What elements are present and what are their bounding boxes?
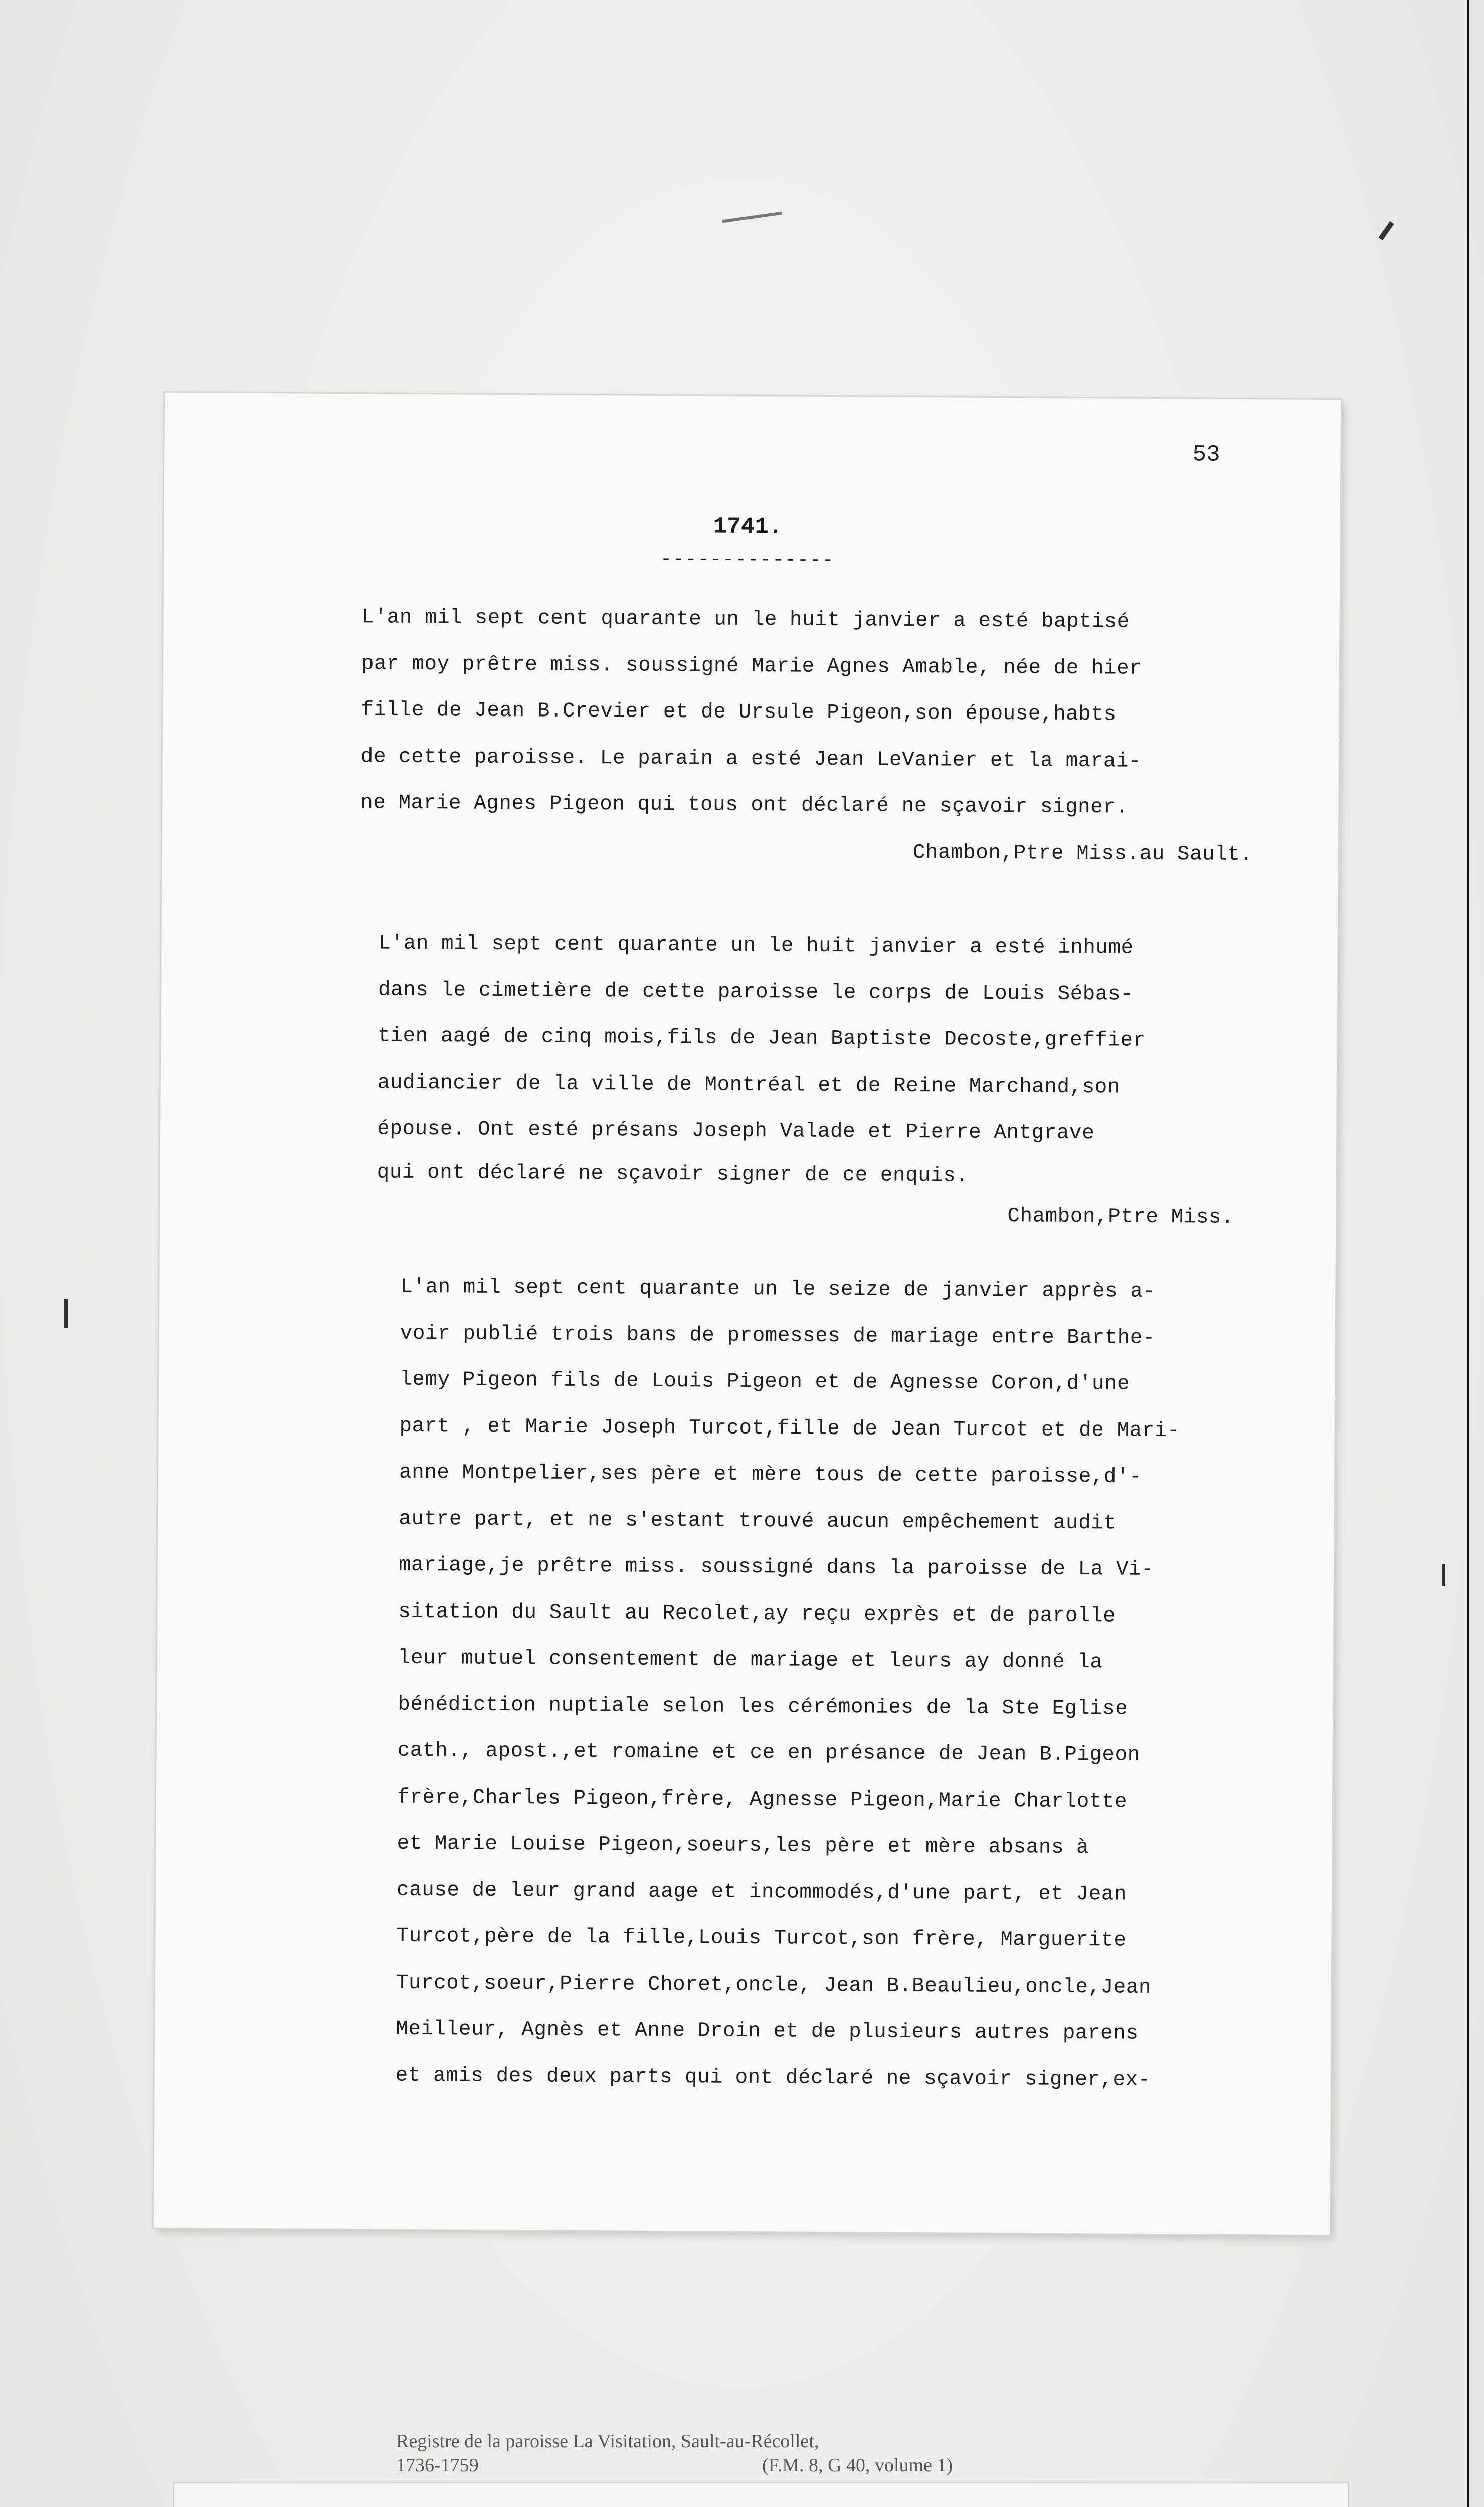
entry-line: frère,Charles Pigeon,frère, Agnesse Pigeon,Marie Charlotte: [397, 1785, 1128, 1814]
entry-line: et amis des deux parts qui ont déclaré ne sçavoir signer,ex-: [395, 2064, 1151, 2092]
entry-line: Turcot,soeur,Pierre Choret,oncle, Jean B.Beaulieu,oncle,Jean: [396, 1971, 1152, 1999]
entry-line: sitation du Sault au Recolet,ay reçu exprès et de parolle: [398, 1600, 1116, 1628]
entry-line: cause de leur grand aage et incommodés,d'une part, et Jean: [396, 1878, 1127, 1906]
scan-speck: [64, 1299, 68, 1328]
entry-line: et Marie Louise Pigeon,soeurs,les père et mère absans à: [397, 1832, 1089, 1860]
entry-line: Meilleur, Agnès et Anne Droin et de plusieurs autres parens: [396, 2017, 1139, 2045]
entry-line: leur mutuel consentement de mariage et leurs ay donné la: [398, 1646, 1103, 1674]
entry-line: fille de Jean B.Crevier et de Ursule Pigeon,son épouse,habts: [361, 698, 1117, 727]
entry-line: L'an mil sept cent quarante un le huit janvier a esté baptisé: [361, 606, 1130, 634]
entry-line: qui ont déclaré ne sçavoir signer de ce enquis.: [377, 1160, 969, 1188]
scan-speck: [1378, 221, 1394, 241]
year-underline: --------------: [660, 548, 835, 572]
entry-line: L'an mil sept cent quarante un le seize de janvier apprès a-: [400, 1275, 1156, 1303]
scan-speck: [722, 212, 782, 223]
year-heading: 1741.: [713, 513, 783, 541]
entry-line: tien aagé de cinq mois,fils de Jean Baptiste Decoste,greffier: [378, 1024, 1146, 1052]
entry-line: L'an mil sept cent quarante un le huit janvier a esté inhumé: [378, 932, 1134, 960]
register-page: [154, 393, 1341, 2235]
entry-baptism: [360, 594, 1259, 878]
entry-line: mariage,je prêtre miss. soussigné dans la paroisse de La Vi-: [398, 1553, 1154, 1581]
entry-line: de cette paroisse. Le parain a esté Jean LeVanier et la marai-: [360, 745, 1142, 773]
entry-line: part , et Marie Joseph Turcot,fille de Jean Turcot et de Mari-: [399, 1414, 1180, 1443]
entry-line: audiancier de la ville de Montréal et de Reine Marchand,son: [377, 1070, 1121, 1099]
priest-signature: Chambon,Ptre Miss.: [1007, 1204, 1234, 1229]
reference-caption: [396, 2429, 1058, 2477]
caption-line: Registre de la paroisse La Visitation, Sault-au-Récollet,: [396, 2431, 819, 2452]
entry-line: voir publié trois bans de promesses de mariage entre Barthe-: [400, 1322, 1156, 1350]
entry-line: dans le cimetière de cette paroisse le corps de Louis Sébas-: [378, 978, 1134, 1006]
archive-label-card: [173, 2482, 1349, 2507]
entry-line: anne Montpelier,ses père et mère tous de cette paroisse,d'-: [399, 1461, 1142, 1489]
entry-line: ne Marie Agnes Pigeon qui tous ont déclaré ne sçavoir signer.: [360, 791, 1129, 819]
entry-burial: [377, 920, 1281, 1237]
scan-speck: [1442, 1564, 1445, 1586]
entry-line: bénédiction nuptiale selon les cérémonies de la Ste Eglise: [398, 1693, 1128, 1721]
entry-line: lemy Pigeon fils de Louis Pigeon et de Agnesse Coron,d'une: [400, 1368, 1130, 1396]
entry-line: autre part, et ne s'estant trouvé aucun empêchement audit: [399, 1507, 1117, 1535]
entry-line: épouse. Ont esté présans Joseph Valade et Pierre Antgrave: [377, 1117, 1095, 1145]
priest-signature: Chambon,Ptre Miss.au Sault.: [912, 841, 1253, 866]
entry-line: cath., apost.,et romaine et ce en présance de Jean B.Pigeon: [397, 1739, 1140, 1767]
page-number: 53: [1192, 441, 1220, 468]
entry-line: par moy prêtre miss. soussigné Marie Agnes Amable, née de hier: [361, 652, 1142, 680]
caption-fonds-reference: (F.M. 8, G 40, volume 1): [762, 2455, 953, 2476]
caption-date-range: 1736-1759: [396, 2455, 479, 2476]
entry-line: Turcot,père de la fille,Louis Turcot,son frère, Marguerite: [396, 1924, 1127, 1952]
caption-line: [396, 2453, 1058, 2477]
entry-marriage: [395, 1264, 1297, 2104]
frame-edge-right: [1467, 0, 1469, 2507]
